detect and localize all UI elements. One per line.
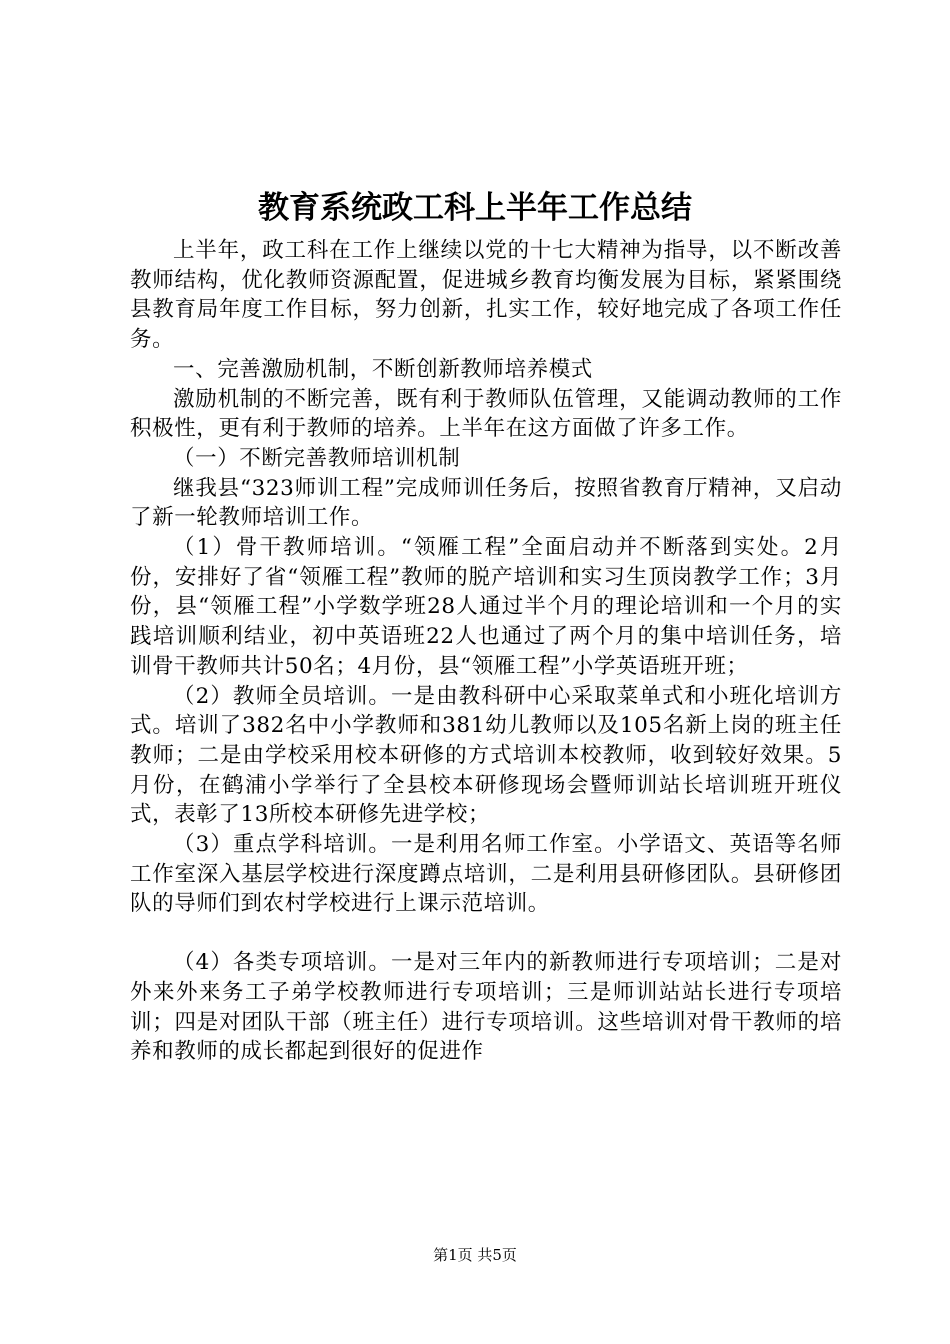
paragraph-intro: 上半年，政工科在工作上继续以党的十七大精神为指导，以不断改善教师结构，优化教师资源配置，促进城乡教育均衡发展为目标，紧紧围绕县教育局年度工作目标，努力创新，扎实工作，较好地完成了各项工作任务。 bbox=[130, 238, 842, 353]
subsection-heading-1: （一）不断完善教师培训机制 bbox=[173, 445, 461, 471]
paragraph-special-training: （4）各类专项培训。一是对三年内的新教师进行专项培训；二是对外来外来务工子弟学校教师进行专项培训；三是师训站站长进行专项培训；四是对团队干部（班主任）进行专项培训。这些培训对骨干教师的培养和教师的成长都起到很好的促进作 bbox=[130, 950, 842, 1065]
paragraph-incentive: 激励机制的不断完善，既有利于教师队伍管理，又能调动教师的工作积极性，更有利于教师的培养。上半年在这方面做了许多工作。 bbox=[130, 386, 842, 442]
section-heading-1: 一、完善激励机制，不断创新教师培养模式 bbox=[173, 356, 593, 382]
paragraph-training-start: 继我县“323师训工程”完成师训任务后，按照省教育厅精神，又启动了新一轮教师培训工作。 bbox=[130, 475, 842, 531]
paragraph-all-staff-training: （2）教师全员培训。一是由教科研中心采取菜单式和小班化培训方式。培训了382名中小学教师和381幼儿教师以及105名新上岗的班主任教师；二是由学校采用校本研修的方式培训本校教师，收到较好效果。5月份，在鹤浦小学举行了全县校本研修现场会暨师训站长培训班开班仪式，表彰了13所校本研修先进学校； bbox=[130, 683, 842, 828]
document-body bbox=[130, 236, 842, 1067]
page-footer: 第1页 共5页 bbox=[433, 1246, 517, 1264]
paragraph-key-subject-training: （3）重点学科培训。一是利用名师工作室。小学语文、英语等名师工作室深入基层学校进行深度蹲点培训，二是利用县研修团队。县研修团队的导师们到农村学校进行上课示范培训。 bbox=[130, 832, 842, 917]
paragraph-backbone-training: （1）骨干教师培训。“领雁工程”全面启动并不断落到实处。2月份，安排好了省“领雁工程”教师的脱产培训和实习生顶岗教学工作；3月份，县“领雁工程”小学数学班28人通过半个月的理论培训和一个月的实践培训顺利结业，初中英语班22人也通过了两个月的集中培训任务，培训骨干教师共计50名；4月份，县“领雁工程”小学英语班开班； bbox=[130, 535, 842, 679]
document-title: 教育系统政工科上半年工作总结 bbox=[258, 190, 692, 226]
